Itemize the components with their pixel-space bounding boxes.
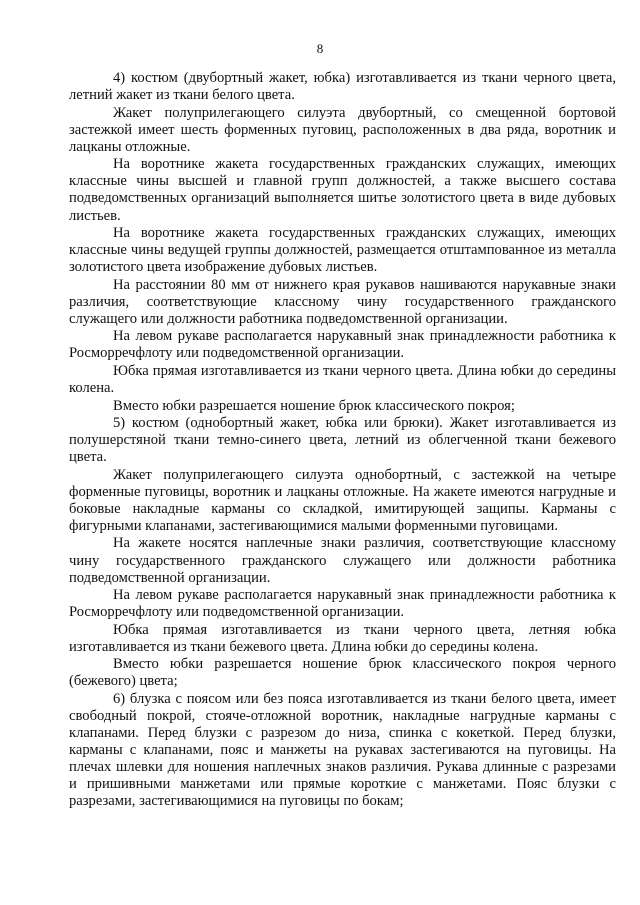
paragraph-item-4-costume: 4) костюм (двубортный жакет, юбка) изготавливается из ткани черного цвета, летний жакет из ткани белого цвета. xyxy=(69,70,616,104)
paragraph-straight-skirt-black: Юбка прямая изготавливается из ткани черного цвета. Длина юбки до середины колена. xyxy=(69,362,616,397)
paragraph-trousers-black-beige: Вместо юбки разрешается ношение брюк классического покроя черного (бежевого) цвета; xyxy=(69,656,616,690)
paragraph-collar-embroidery-senior: На воротнике жакета государственных гражданских служащих, имеющих классные чины высшей и главной групп должностей, а также высшего состава подведомственных организаций выполняется шитье золотистого цвета в виде дубовых листьев. xyxy=(69,156,616,224)
paragraph-sleeve-rank-insignia: На расстоянии 80 мм от нижнего края рукавов нашиваются нарукавные знаки различия, соответствующие классному чину государственного гражданского служащего или должности работника подведомственной организации. xyxy=(69,276,616,327)
document-body xyxy=(69,70,616,811)
page-number: 8 xyxy=(316,41,324,56)
paragraph-shoulder-insignia: На жакете носятся наплечные знаки различия, соответствующие классному чину государственного гражданского служащего или должности работника подведомственной организации. xyxy=(69,535,616,586)
paragraph-collar-stamped-leading: На воротнике жакета государственных гражданских служащих, имеющих классные чины ведущей группы должностей, размещается отштампованное из металла золотистого цвета изображение дубовых листьев. xyxy=(69,225,616,276)
paragraph-item-5-costume: 5) костюм (однобортный жакет, юбка или брюки). Жакет изготавливается из полушерстяной ткани темно-синего цвета, летний из облегченной ткани бежевого цвета. xyxy=(69,415,616,466)
paragraph-jacket-single-breasted: Жакет полуприлегающего силуэта однобортный, с застежкой на четыре форменные пуговицы, воротник и лацканы отложные. На жакете имеются нагрудные и боковые накладные карманы со складкой, имитирующей защипы. Карманы с фигурными клапанами, застегивающимися малыми форменными пуговицами. xyxy=(69,466,616,534)
paragraph-left-sleeve-badge-2: На левом рукаве располагается нарукавный знак принадлежности работника к Росморречфлоту или подведомственной организации. xyxy=(69,587,616,621)
paragraph-left-sleeve-badge: На левом рукаве располагается нарукавный знак принадлежности работника к Росморречфлоту или подведомственной организации. xyxy=(69,328,616,362)
paragraph-item-6-blouse: 6) блузка с поясом или без пояса изготавливается из ткани белого цвета, имеет свободный покрой, стояче-отложной воротник, накладные нагрудные карманы с клапанами. Перед блузки с разрезом до низа, спинка с кокеткой. Перед блузки, карманы с клапанами, пояс и манжеты на рукавах застегиваются на пуговицы. На плечах шлевки для ношения наплечных знаков различия. Рукава длинные с разрезами и пришивными манжетами или прямые короткие с манжетами. Пояс блузки с разрезами, застегивающимися на пуговицы по бокам; xyxy=(69,690,616,810)
paragraph-trousers-allowed: Вместо юбки разрешается ношение брюк классического покроя; xyxy=(113,397,515,414)
paragraph-straight-skirt-beige: Юбка прямая изготавливается из ткани черного цвета, летняя юбка изготавливается из ткани бежевого цвета. Длина юбки до середины колена. xyxy=(69,621,616,655)
paragraph-jacket-double-breasted: Жакет полуприлегающего силуэта двубортный, со смещенной бортовой застежкой имеет шесть форменных пуговиц, расположенных в два ряда, воротник и лацканы отложные. xyxy=(69,104,616,155)
